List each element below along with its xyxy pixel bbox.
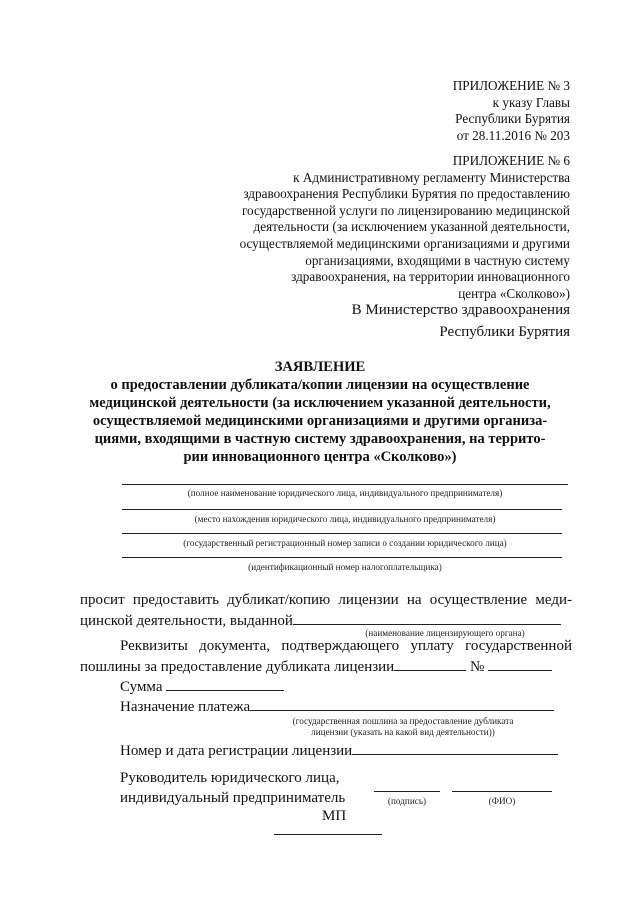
document-heading — [80, 358, 560, 466]
tax-id-caption: (идентификационный номер налогоплательщика) — [248, 562, 442, 572]
requisites-line-1: Реквизиты документа, подтверждающего уплату государственной — [120, 638, 572, 654]
applicant-address-caption: (место нахождения юридического лица, индивидуального предпринимателя) — [194, 514, 496, 524]
license-registration-row — [120, 740, 558, 761]
registration-number-field[interactable] — [122, 533, 562, 534]
sum-row — [120, 676, 284, 697]
full-name-caption: (ФИО) — [488, 796, 516, 806]
applicant-address-field[interactable] — [122, 509, 562, 510]
appendix-6-line: деятельности (за исключением указанной деятельности, — [253, 219, 570, 235]
signature-label-line: Руководитель юридического лица, — [120, 770, 340, 786]
license-registration-label: Номер и дата регистрации лицензии — [120, 743, 353, 759]
appendix-6-line: здравоохранения, на территории инновационного — [291, 269, 570, 285]
appendix-3-block — [310, 78, 570, 144]
document-title: ЗАЯВЛЕНИЕ — [274, 359, 366, 375]
requisites-line-2-text: пошлины за предоставление дубликата лицензии — [80, 659, 395, 675]
signature-caption: (подпись) — [387, 796, 427, 806]
number-sign: № — [469, 659, 485, 675]
tax-id-field[interactable] — [122, 557, 562, 558]
request-line-1: просит предоставить дубликат/копию лицензии на осуществление меди- — [80, 592, 572, 608]
heading-line: осуществляемой медицинскими организациями и другими организа- — [92, 413, 548, 429]
addressee-line: В Министерство здравоохранения — [351, 302, 570, 318]
purpose-row — [120, 696, 554, 717]
appendix-3-line: ПРИЛОЖЕНИЕ № 3 — [452, 78, 570, 93]
appendix-6-line: государственной услуги по лицензированию медицинской — [241, 202, 570, 218]
request-line-2-text: цинской деятельности, выданной — [80, 613, 293, 629]
sum-label: Сумма — [120, 679, 163, 695]
addressee-block — [250, 300, 570, 342]
requisites-line-2 — [80, 656, 572, 677]
appendix-6-block — [190, 153, 570, 302]
seal-label: МП — [322, 808, 347, 824]
purpose-caption-line: (государственная пошлина за предоставление дубликата — [292, 716, 514, 726]
payment-document-field[interactable] — [394, 656, 466, 671]
signature-field[interactable] — [374, 791, 440, 792]
license-registration-field[interactable] — [352, 740, 558, 755]
addressee-line: Республики Бурятия — [439, 324, 570, 340]
appendix-3-line: к указу Главы — [492, 94, 570, 110]
signature-label — [120, 768, 345, 808]
appendix-3-line: Республики Бурятия — [455, 111, 570, 127]
heading-line: о предоставлении дубликата/копии лицензии на осуществление — [110, 377, 530, 393]
purpose-label: Назначение платежа — [120, 699, 251, 715]
appendix-6-line: организациями, входящими в частную систему — [305, 252, 570, 268]
licensing-body-field[interactable] — [293, 610, 561, 625]
appendix-6-line: осуществляемой медицинскими организациями и другими — [239, 235, 570, 251]
appendix-3-line: от 28.11.2016 № 203 — [456, 127, 570, 143]
registration-number-caption: (государственный регистрационный номер записи о создании юридического лица) — [183, 538, 507, 548]
seal-line — [274, 834, 382, 835]
sum-field[interactable] — [166, 676, 284, 691]
appendix-6-line: здравоохранения Республики Бурятия по предоставлению — [243, 186, 570, 202]
appendix-6-title: ПРИЛОЖЕНИЕ № 6 — [452, 153, 570, 168]
licensing-body-caption: (наименование лицензирующего органа) — [365, 628, 525, 638]
heading-line: циями, входящими в частную систему здравоохранения, на террито- — [94, 431, 546, 447]
applicant-name-caption: (полное наименование юридического лица, индивидуального предпринимателя) — [187, 488, 503, 498]
signature-label-line: индивидуальный предприниматель — [120, 790, 346, 806]
full-name-field[interactable] — [452, 791, 552, 792]
heading-line: медицинской деятельности (за исключением указанной деятельности, — [89, 395, 551, 411]
purpose-field[interactable] — [250, 696, 554, 711]
purpose-caption-line: лицензии (указать на какой вид деятельности)) — [311, 727, 495, 737]
applicant-name-field[interactable] — [122, 484, 568, 485]
appendix-6-line: к Административному регламенту Министерства — [293, 169, 570, 185]
appendix-6-line: центра «Сколково») — [458, 285, 570, 301]
heading-line: рии инновационного центра «Сколково») — [183, 449, 457, 465]
purpose-caption — [268, 716, 538, 738]
payment-number-field[interactable] — [488, 656, 552, 671]
